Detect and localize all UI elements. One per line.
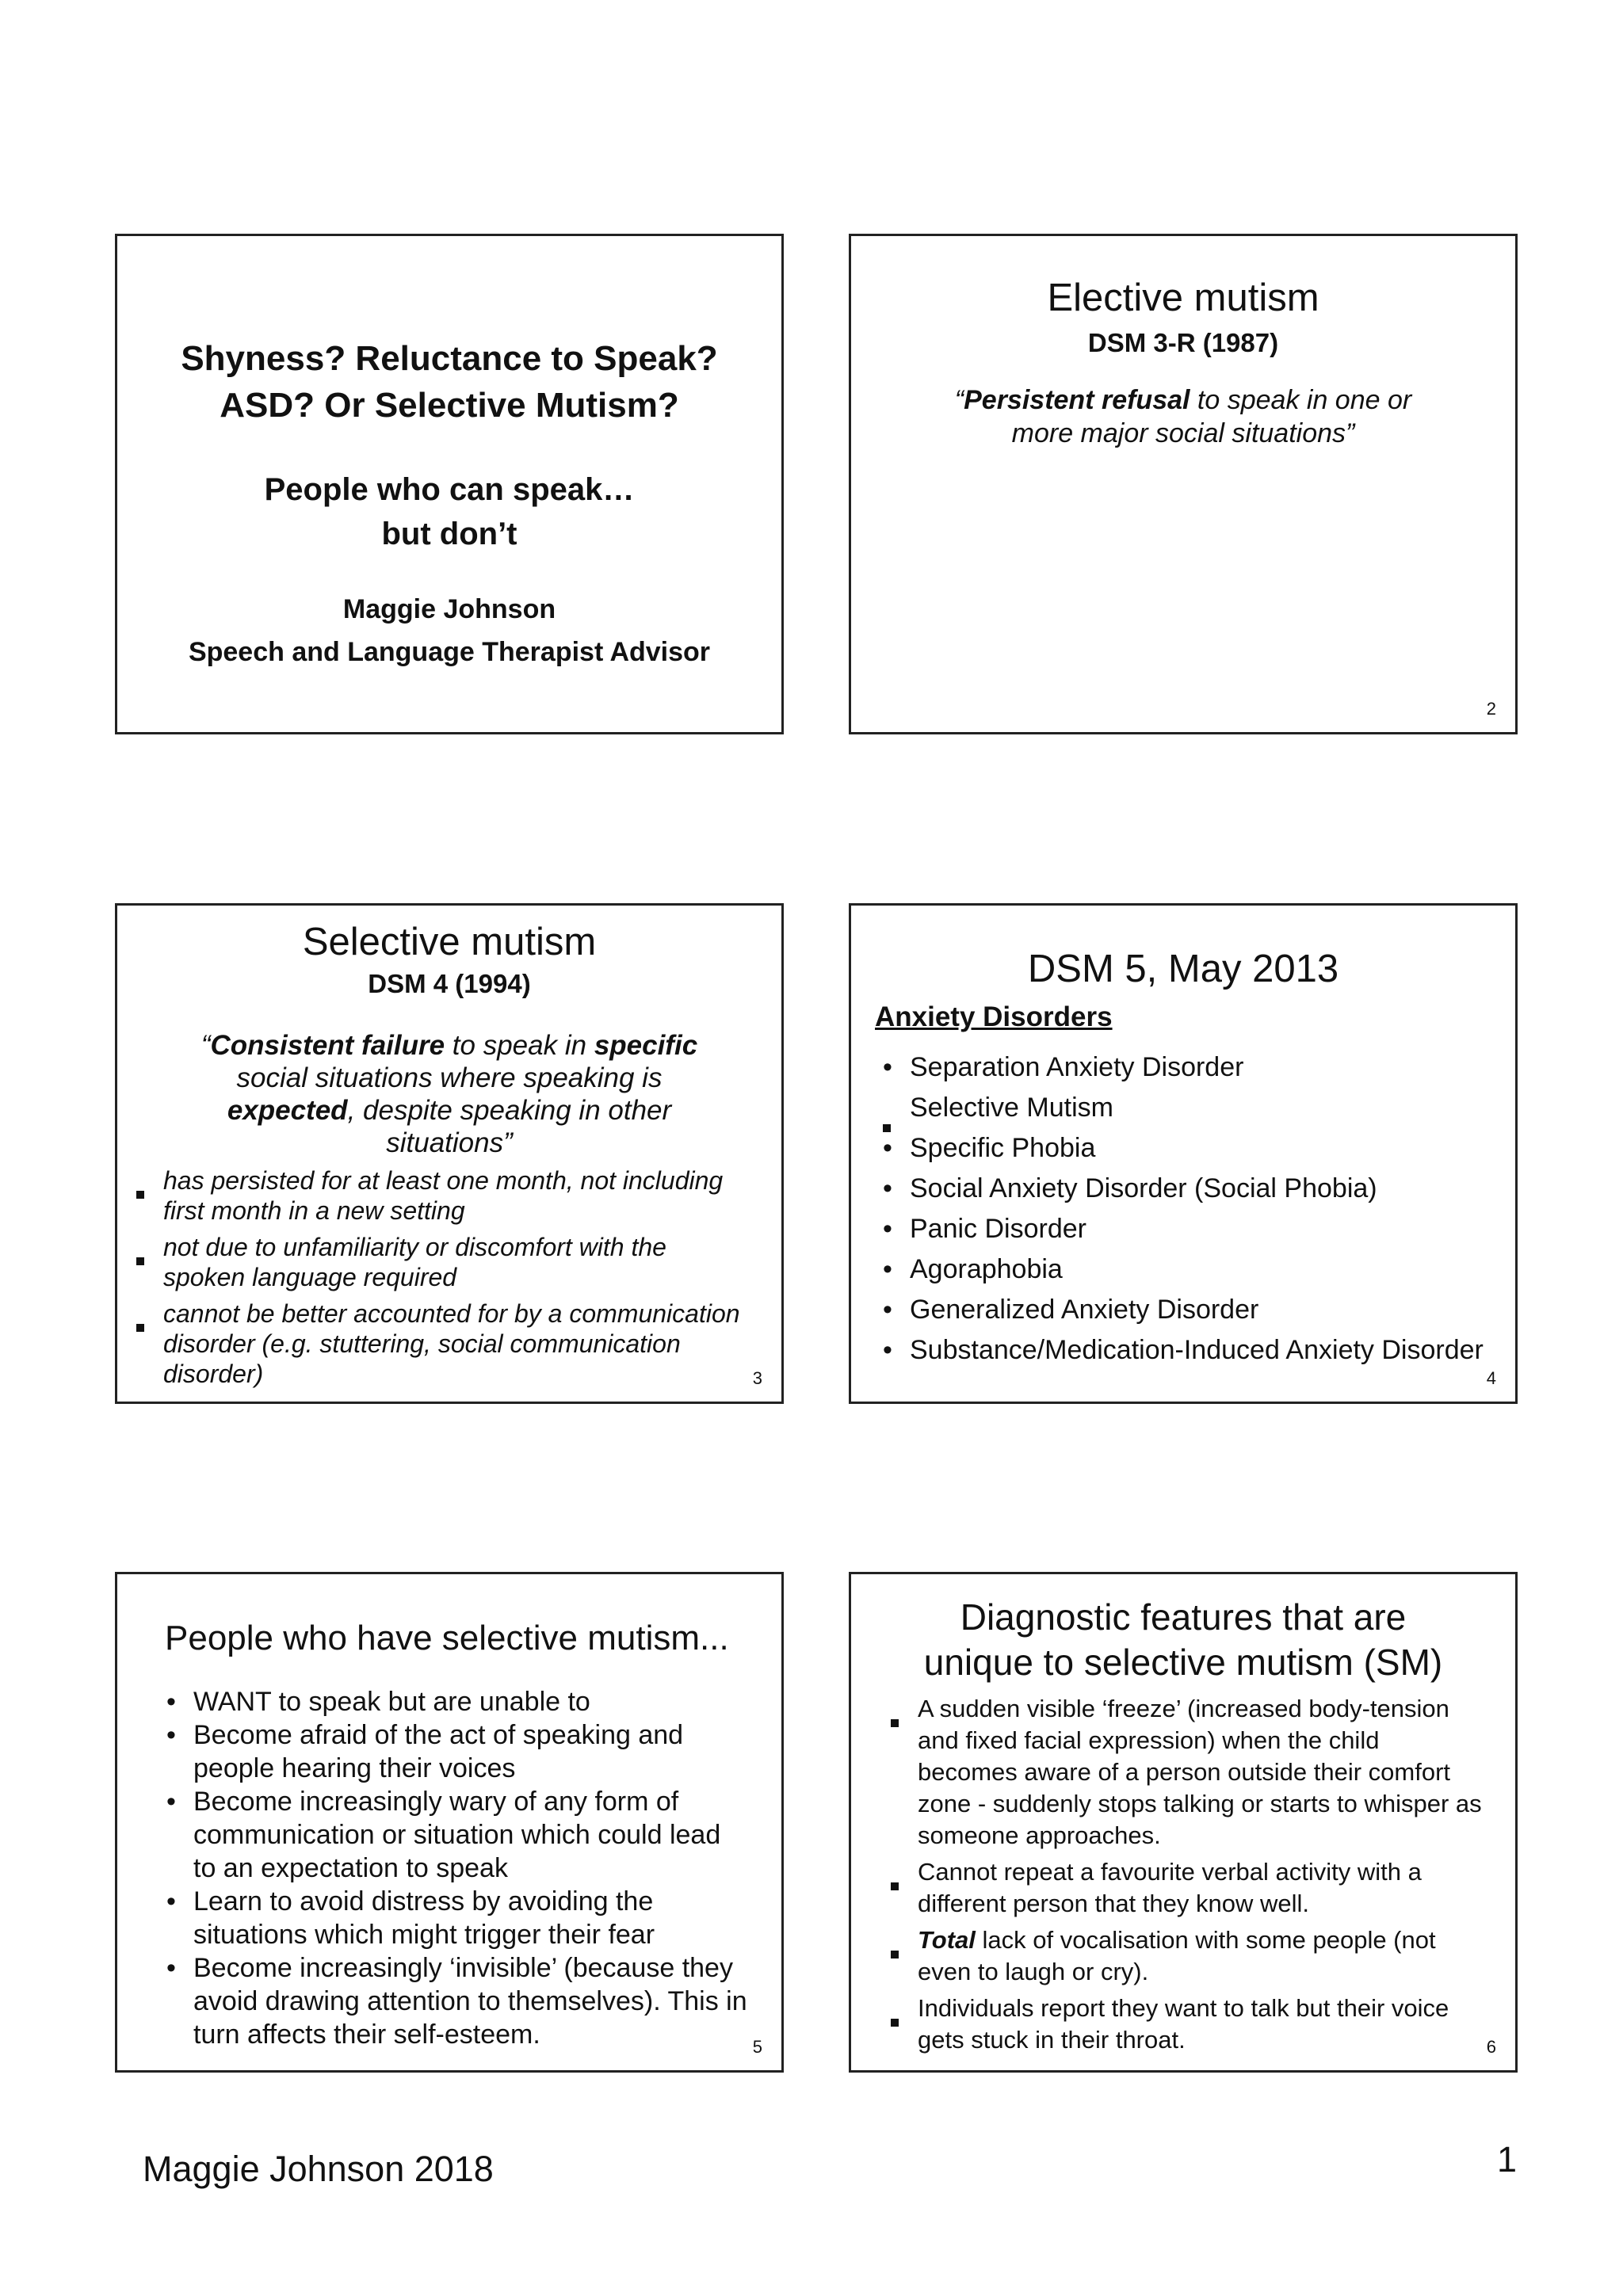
slide-3-subtitle: DSM 4 (1994) [368,969,531,998]
slide-4-disorder-list [883,1047,1507,1371]
slide-1 [115,234,784,734]
list-item-text: lack of vocalisation with some people (not even to laugh or cry). [918,1926,1436,1985]
list-item [136,1165,750,1226]
quote-text: to speak in one or [1190,385,1412,415]
slide-4-heading: Anxiety Disorders [875,1001,1113,1032]
slide-2-quote-line-1 [851,383,1515,417]
list-item-text: Separation Anxiety Disorder [910,1052,1244,1082]
list-item-text: Substance/Medication-Induced Anxiety Disorder [910,1335,1484,1365]
slide-2-subtitle: DSM 3-R (1987) [1087,328,1279,357]
slide-1-author: Maggie Johnson [342,594,556,624]
bullet-icon: • [166,1720,176,1750]
page-number: 3 [752,1368,762,1388]
slide-2-quote-line-2: more major social situations” [1011,418,1355,448]
list-item-text: has persisted for at least one month, not including first month in a new setting [163,1166,724,1225]
list-item [891,1856,1484,1920]
bullet-icon: • [166,1953,176,1983]
list-item [166,1951,750,2051]
slide-6-title-line-1: Diagnostic features that are [960,1596,1407,1638]
quote-mark: “ [200,1030,211,1061]
list-item-text: Selective Mutism [910,1093,1113,1123]
quote-emphasis: specific [594,1030,698,1061]
page-number: 2 [1486,699,1496,719]
list-item-text: Learn to avoid distress by avoiding the situations which might trigger their fear [193,1886,655,1950]
slide-3-criteria-list [136,1165,750,1389]
page-number: 4 [1486,1368,1496,1388]
footer-page-number: 1 [1496,2139,1517,2180]
list-item [883,1169,1507,1209]
slide-3-quote-line-4: situations” [386,1127,513,1158]
bullet-icon: • [883,1214,892,1244]
list-item [891,1924,1484,1988]
list-item [883,1290,1507,1330]
slide-6-features-list [891,1693,1484,2056]
footer-author-year: Maggie Johnson 2018 [143,2149,494,2189]
list-item-text: Become afraid of the act of speaking and people hearing their voices [193,1720,684,1783]
square-bullet-icon [891,2003,899,2035]
page-number: 5 [752,2037,762,2057]
slide-5-title: People who have selective mutism... [165,1619,729,1657]
list-item-text: Specific Phobia [910,1133,1096,1163]
slide-3-quote [117,1029,781,1159]
slide-3-quote-line-3 [117,1094,781,1127]
quote-emphasis: expected [227,1095,348,1126]
slide-2-quote [851,383,1515,450]
list-item [883,1249,1507,1290]
bullet-icon: • [166,1886,176,1917]
square-bullet-icon [136,1308,144,1338]
list-item-text: not due to unfamiliarity or discomfort with the spoken language required [163,1233,666,1291]
quote-emphasis: Persistent refusal [964,385,1190,415]
bullet-icon: • [883,1254,892,1284]
list-item [883,1088,1507,1128]
list-item [883,1047,1507,1088]
list-item-text: Become increasingly wary of any form of communication or situation which could lead to an expectation to speak [193,1787,721,1883]
bullet-icon: • [883,1173,892,1203]
square-bullet-icon [136,1175,144,1205]
list-item-text: A sudden visible ‘freeze’ (increased body-tension and fixed facial expression) when the child becomes aware of a person outside their comfort zone - suddenly stops talking or starts to whisper as someone approaches. [918,1695,1482,1849]
list-item [166,1885,750,1951]
slide-1-subtitle [117,467,781,556]
list-item [136,1232,750,1292]
slide-4-title: DSM 5, May 2013 [1027,948,1339,990]
slide-6-title-line-2: unique to selective mutism (SM) [923,1642,1443,1683]
list-item-text: cannot be better accounted for by a communication disorder (e.g. stuttering, social communication disorder) [163,1299,740,1388]
list-item [891,1693,1484,1852]
bullet-icon: • [166,1787,176,1817]
bullet-icon: • [883,1295,892,1325]
list-item-text: Social Anxiety Disorder (Social Phobia) [910,1173,1377,1203]
square-bullet-icon [891,1703,899,1735]
square-bullet-icon [891,1867,899,1898]
list-item-text: Agoraphobia [910,1254,1063,1284]
emphasis-text: Total [918,1926,976,1954]
list-item [136,1299,750,1389]
slide-3 [115,903,784,1404]
bullet-icon: • [166,1687,176,1717]
list-item-text: Panic Disorder [910,1214,1086,1244]
slide-3-quote-line-1 [117,1029,781,1062]
bullet-icon: • [883,1335,892,1365]
list-item-text: Become increasingly ‘invisible’ (because they avoid drawing attention to themselves). This in turn affects their self-esteem. [193,1953,747,2050]
square-bullet-icon [136,1241,144,1272]
bullet-icon: • [883,1133,892,1163]
slide-3-title: Selective mutism [302,921,597,963]
square-bullet-icon [891,1935,899,1966]
list-item-text: Cannot repeat a favourite verbal activity with a different person that they know well. [918,1858,1422,1917]
list-item-text: WANT to speak but are unable to [193,1687,590,1717]
slide-1-title [117,335,781,429]
slide-1-subtitle-line-1: People who can speak… [264,472,635,507]
quote-emphasis: Consistent failure [210,1030,445,1061]
slide-6 [849,1572,1518,2073]
page-number: 6 [1486,2037,1496,2057]
list-item [891,1993,1484,2056]
slide-1-subtitle-line-2: but don’t [381,517,517,551]
list-item [166,1685,750,1718]
list-item [883,1330,1507,1371]
list-item-text: Individuals report they want to talk but their voice gets stuck in their throat. [918,1994,1449,2054]
slide-4 [849,903,1518,1404]
list-item-text: Generalized Anxiety Disorder [910,1295,1259,1325]
quote-mark: “ [954,385,964,415]
list-item [883,1209,1507,1249]
list-item [166,1785,750,1885]
slide-1-title-line-1: Shyness? Reluctance to Speak? [181,339,718,378]
slide-3-quote-line-2: social situations where speaking is [236,1062,663,1093]
slide-5 [115,1572,784,2073]
slide-2 [849,234,1518,734]
quote-text: , despite speaking in other [347,1095,672,1126]
quote-text: to speak in [445,1030,594,1061]
list-item [166,1718,750,1785]
slide-5-list [166,1685,750,2051]
slide-2-title: Elective mutism [1047,277,1319,319]
list-item [883,1128,1507,1169]
slide-1-role: Speech and Language Therapist Advisor [188,637,711,667]
bullet-icon: • [883,1052,892,1082]
slide-6-title [851,1595,1515,1685]
slide-1-title-line-2: ASD? Or Selective Mutism? [220,386,679,425]
